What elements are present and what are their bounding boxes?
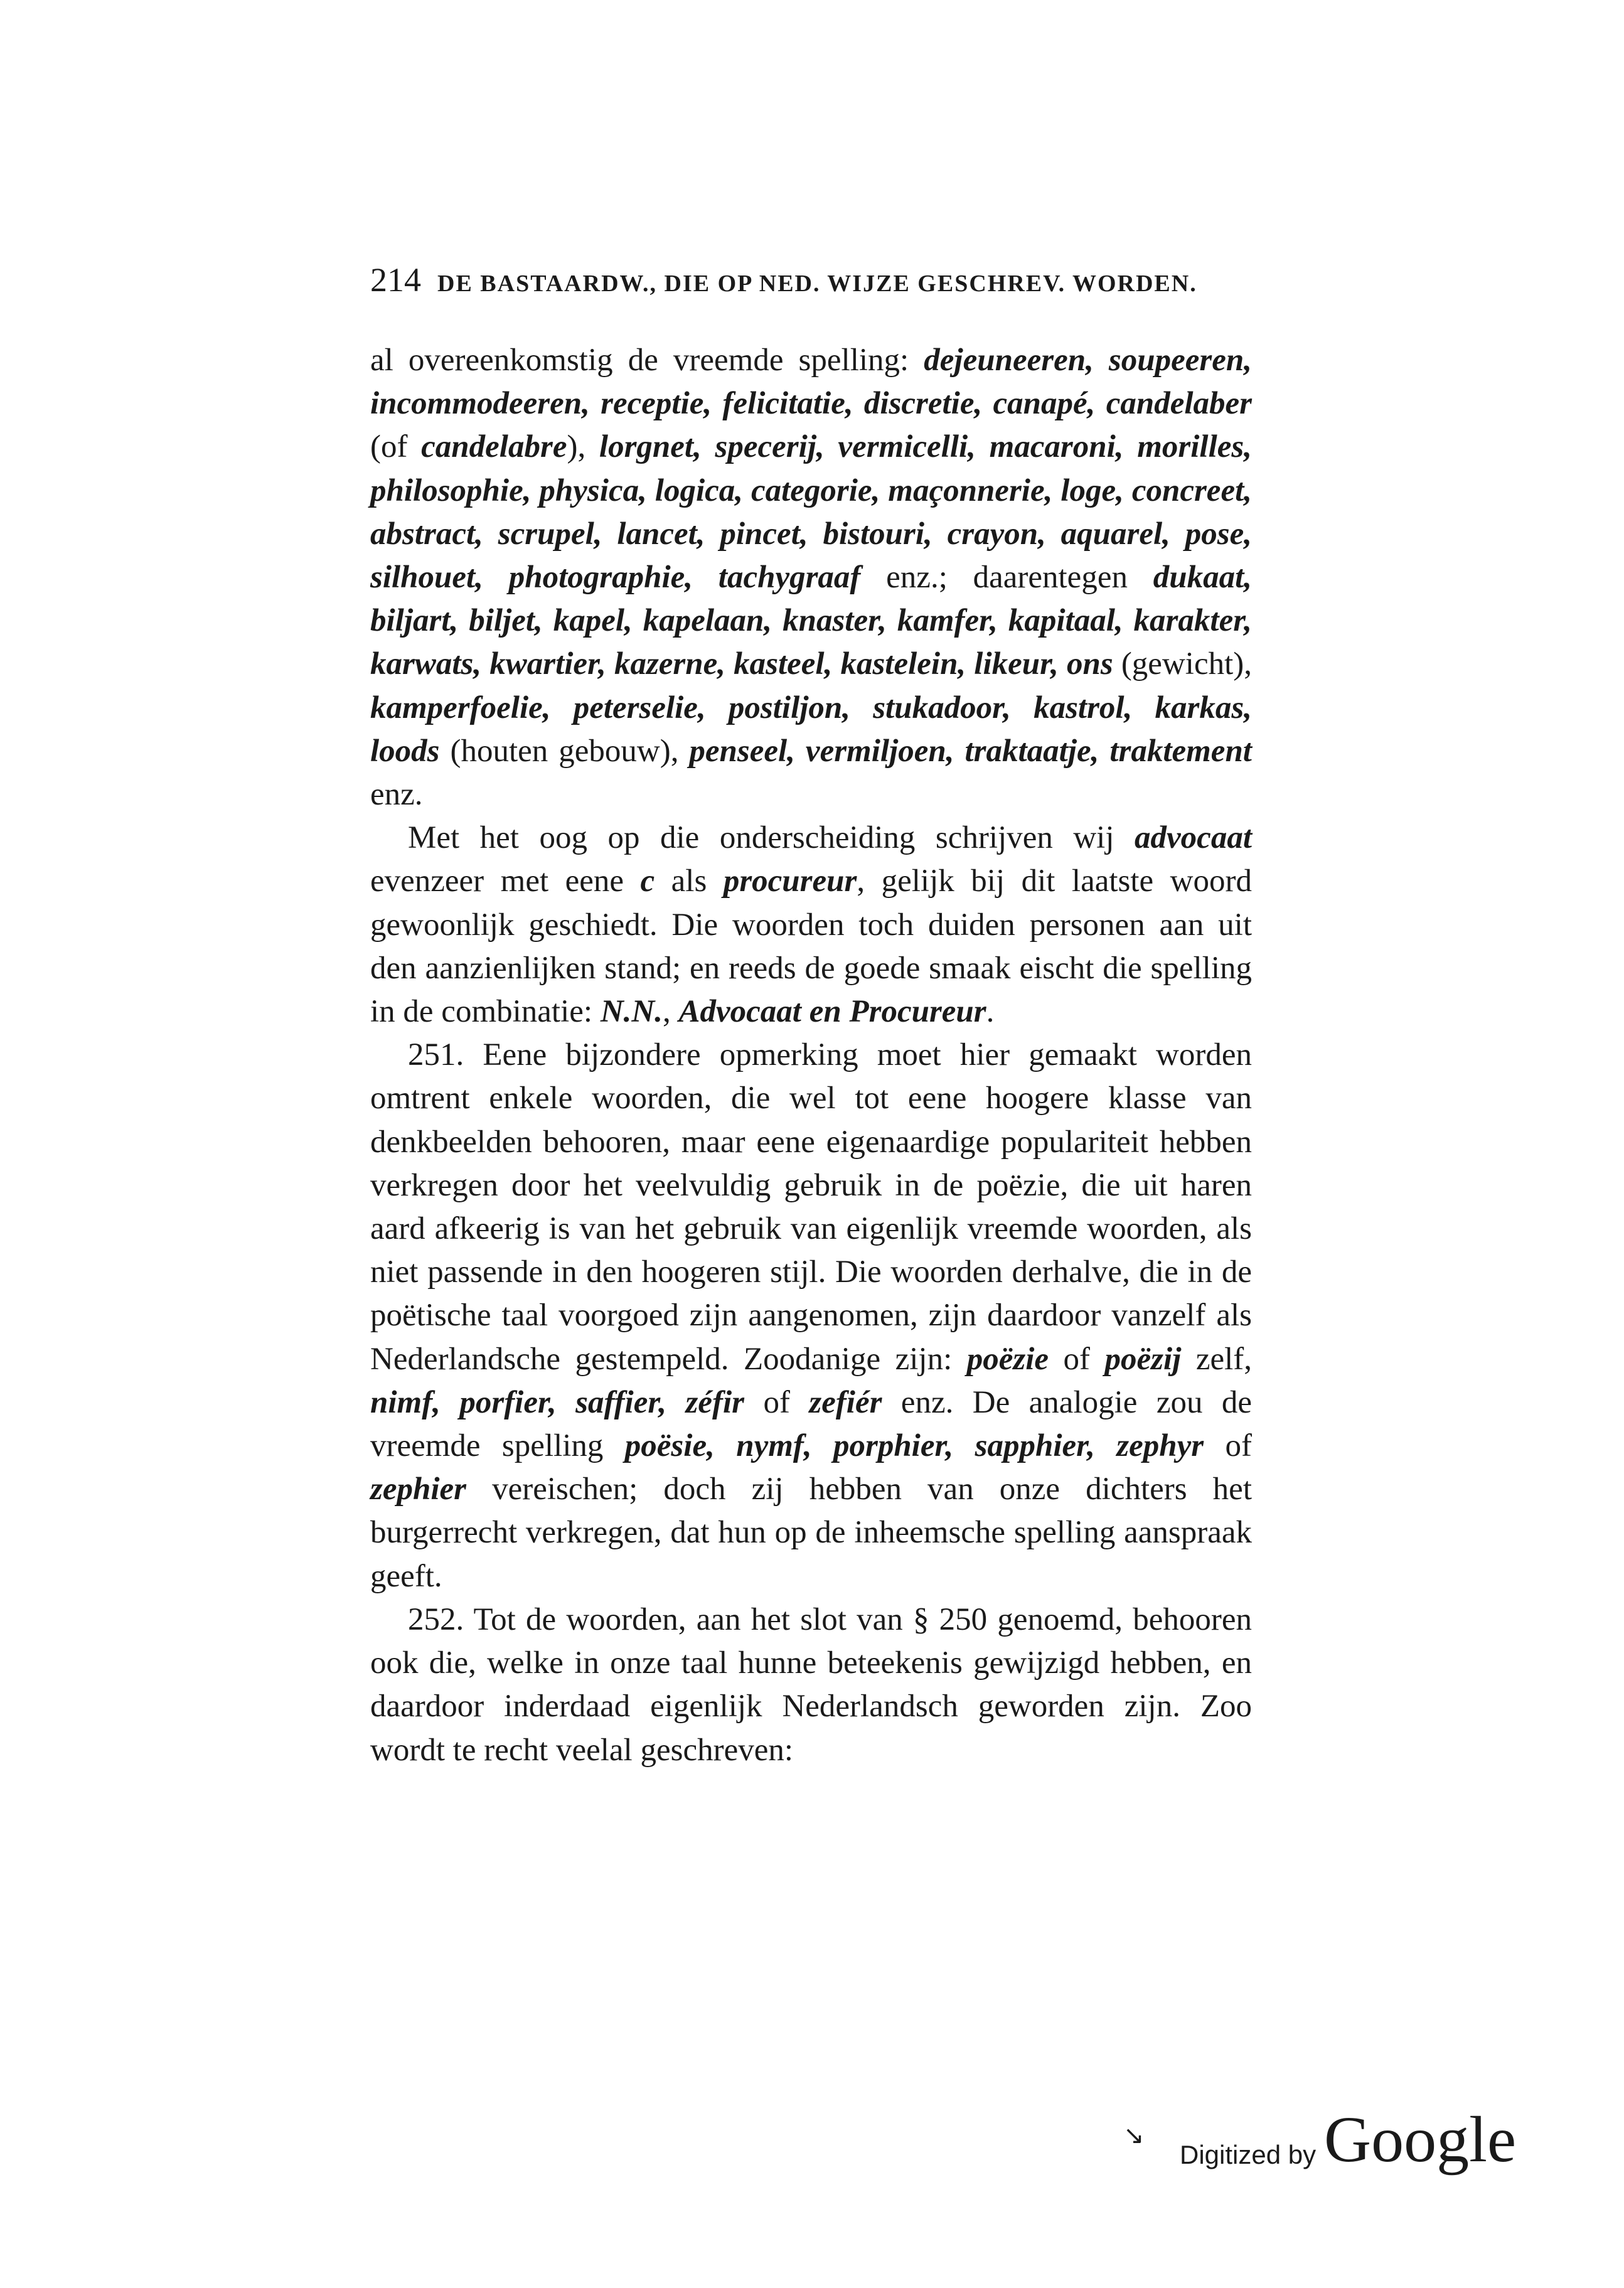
italic-term: nimf, porfier, saffier, zéfir: [370, 1384, 745, 1420]
text-run: (of: [370, 429, 422, 465]
text-run: of: [744, 1384, 809, 1420]
italic-term: kamperfoelie, peterselie, postiljon, stukadoor, kastrol, karkas, loods: [370, 690, 1252, 769]
digitized-footer: [1123, 2096, 1517, 2176]
italic-term: c: [640, 863, 655, 899]
italic-term: poëzie: [966, 1341, 1049, 1377]
arrow-icon: ↘: [1123, 2122, 1145, 2149]
text-run: (gewicht),: [1113, 646, 1252, 682]
section-number: 251.: [408, 1037, 464, 1073]
text-run: enz.: [370, 777, 423, 813]
text-run: of: [1049, 1341, 1105, 1377]
italic-term: dukaat, biljart, biljet, kapel, kapelaan, knaster, kamfer, kapitaal, karakter, karwats, kwartier, kazerne, kasteel, kastelein, likeur, ons: [370, 560, 1253, 682]
text-run: of: [1204, 1428, 1253, 1464]
italic-term: poësie, nymf, porphier, sapphier, zephyr: [624, 1428, 1204, 1464]
paragraph-251: [370, 1034, 1252, 1598]
italic-term: zefiér: [809, 1384, 882, 1420]
italic-term: advocaat: [1135, 820, 1252, 856]
text-run: als: [654, 863, 724, 899]
paragraph-252: [370, 1598, 1252, 1772]
italic-term: procureur: [723, 863, 857, 899]
text-run: enz. De analogie zou de vreemde spelling: [370, 1384, 1253, 1464]
italic-term: lorgnet, specerij, vermicelli, macaroni, morilles, philosophie, physica, logica, categorie, maçonnerie, loge, concreet, abstract, scrupel, lancet, pincet, bistouri, crayon, aquarel, pose, silhouet, photographie, tachygraaf: [370, 429, 1253, 596]
paragraph-2: [370, 816, 1252, 1034]
italic-term: penseel, vermiljoen, traktaatje, traktement: [689, 733, 1252, 769]
text-run: vereischen; doch zij hebben van onze dichters het burgerrecht verkregen, dat hun op de inheemsche spelling aanspraak geeft.: [370, 1472, 1252, 1594]
italic-term: dejeuneeren, soupeeren, incommodeeren, receptie, felicitatie, discretie, canapé, candelaber: [370, 343, 1252, 422]
italic-term: zephier: [370, 1472, 466, 1507]
text-run: .: [986, 994, 995, 1030]
text-run: Eene bijzondere opmerking moet hier gemaakt worden omtrent enkele woorden, die wel tot eene hoogere klasse van denkbeelden behooren, maar eene eigenaardige populariteit hebben verkregen door het veelvuldig gebruik in de poëzie, die uit haren aard afkeerig is van het gebruik van eigenlijk vreemde woorden, als niet passende in den hoogeren stijl. Die woorden derhalve, die in de poëtische taal voorgoed zijn aangenomen, zijn daardoor vanzelf als Nederlandsche gestempeld. Zoodanige zijn:: [370, 1037, 1252, 1377]
italic-term: Advocaat en Procureur: [678, 994, 986, 1030]
italic-term: candelabre: [421, 429, 567, 465]
page-header: [370, 260, 1252, 299]
digitized-label: Digitized by: [1180, 2140, 1317, 2169]
paragraph-1: [370, 339, 1252, 816]
text-run: zelf,: [1181, 1341, 1252, 1377]
running-title: DE BASTAARDW., DIE OP NED. WIJZE GESCHREV. WORDEN.: [437, 270, 1197, 297]
italic-term: poëzij: [1104, 1341, 1182, 1377]
google-logo: Google: [1324, 2104, 1517, 2176]
italic-term: N.N.: [600, 994, 663, 1030]
page-number: 214: [370, 261, 421, 299]
text-run: enz.; daarentegen: [860, 560, 1153, 596]
text-run: (houten gebouw),: [439, 733, 690, 769]
section-number: 252.: [408, 1601, 464, 1637]
text-run: Met het oog op die onderscheiding schrijven wij: [408, 820, 1135, 856]
text-run: Tot de woorden, aan het slot van § 250 genoemd, behooren ook die, welke in onze taal hunne beteekenis gewijzigd hebben, en daardoor inderdaad eigenlijk Nederlandsch geworden zijn. Zoo wordt te recht veelal geschreven:: [370, 1601, 1252, 1768]
text-run: , gelijk bij dit laatste woord gewoonlijk geschiedt. Die woorden toch duiden personen aan uit den aanzienlijken stand; en reeds de goede smaak eischt die spelling in de combinatie:: [370, 863, 1252, 1030]
text-run: evenzeer met eene: [370, 863, 641, 899]
text-run: ,: [662, 994, 679, 1030]
body-text: [370, 339, 1252, 1772]
text-run: ),: [567, 429, 599, 465]
text-run: al overeenkomstig de vreemde spelling:: [370, 343, 924, 378]
